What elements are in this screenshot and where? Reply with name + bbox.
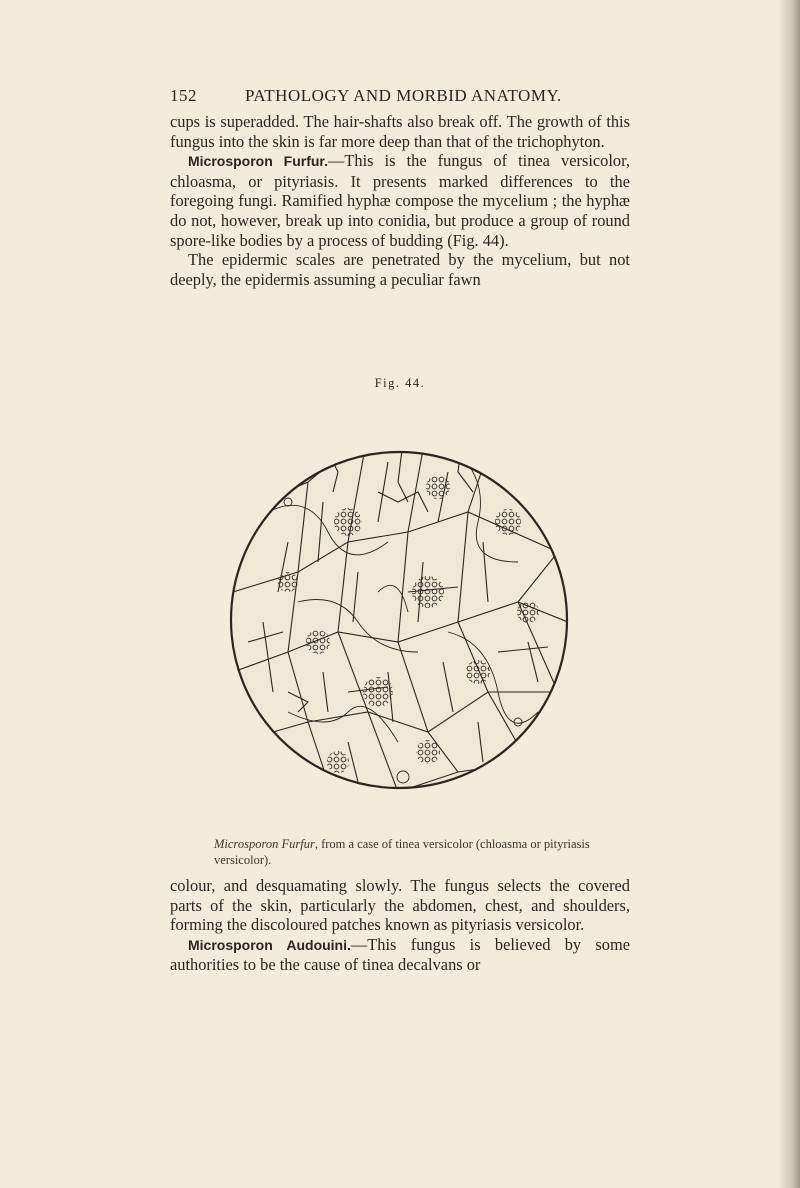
microscope-field-illustration (228, 392, 570, 838)
paragraph: cups is superadded. The hair-shafts also break off. The growth of this fungus into the skin is far more deep than that of the trichophyton. (170, 112, 630, 151)
figure-caption (214, 836, 594, 868)
species-heading: Microsporon Audouini. (188, 936, 351, 953)
body-text-bottom (170, 876, 630, 975)
species-heading: Microsporon Furfur. (188, 153, 328, 170)
figure-label: Fig. 44. (374, 376, 426, 390)
paragraph: The epidermic scales are penetrated by the mycelium, but not deeply, the epidermis assuming a peculiar fawn (170, 250, 630, 289)
paragraph: colour, and desquamating slowly. The fungus selects the covered parts of the skin, particularly the abdomen, chest, and shoulders, forming the discoloured patches known as pityriasis versicolor. (170, 876, 630, 935)
paragraph-text: —This fungus is believed by some authorities to be the cause of tinea decalvans or (170, 934, 631, 975)
running-title: PATHOLOGY AND MORBID ANATOMY. (245, 86, 562, 105)
microscope-field-circle (231, 452, 567, 788)
body-text-top (170, 112, 630, 289)
paragraph (170, 151, 630, 250)
figure-illustration (228, 392, 570, 838)
page-edge-shadow (778, 0, 800, 1188)
paragraph-text: —This is the fungus of tinea versicolor, chloasma, or pityriasis. It presents marked differences to the foregoing fungi. Ramified hyphæ compose the mycelium ; the hyphæ do not, however, break up into conidia, but produce a group of round spore-like bodies by a process of budding (Fig. 44). (170, 151, 631, 250)
page-number: 152 (170, 86, 197, 105)
caption-italic: Microsporon Furfur (214, 837, 315, 851)
caption-text: , from a case of tinea versicolor (chloasma or pityriasis versicolor). (214, 837, 590, 867)
page-header (170, 86, 630, 106)
paragraph (170, 935, 630, 975)
